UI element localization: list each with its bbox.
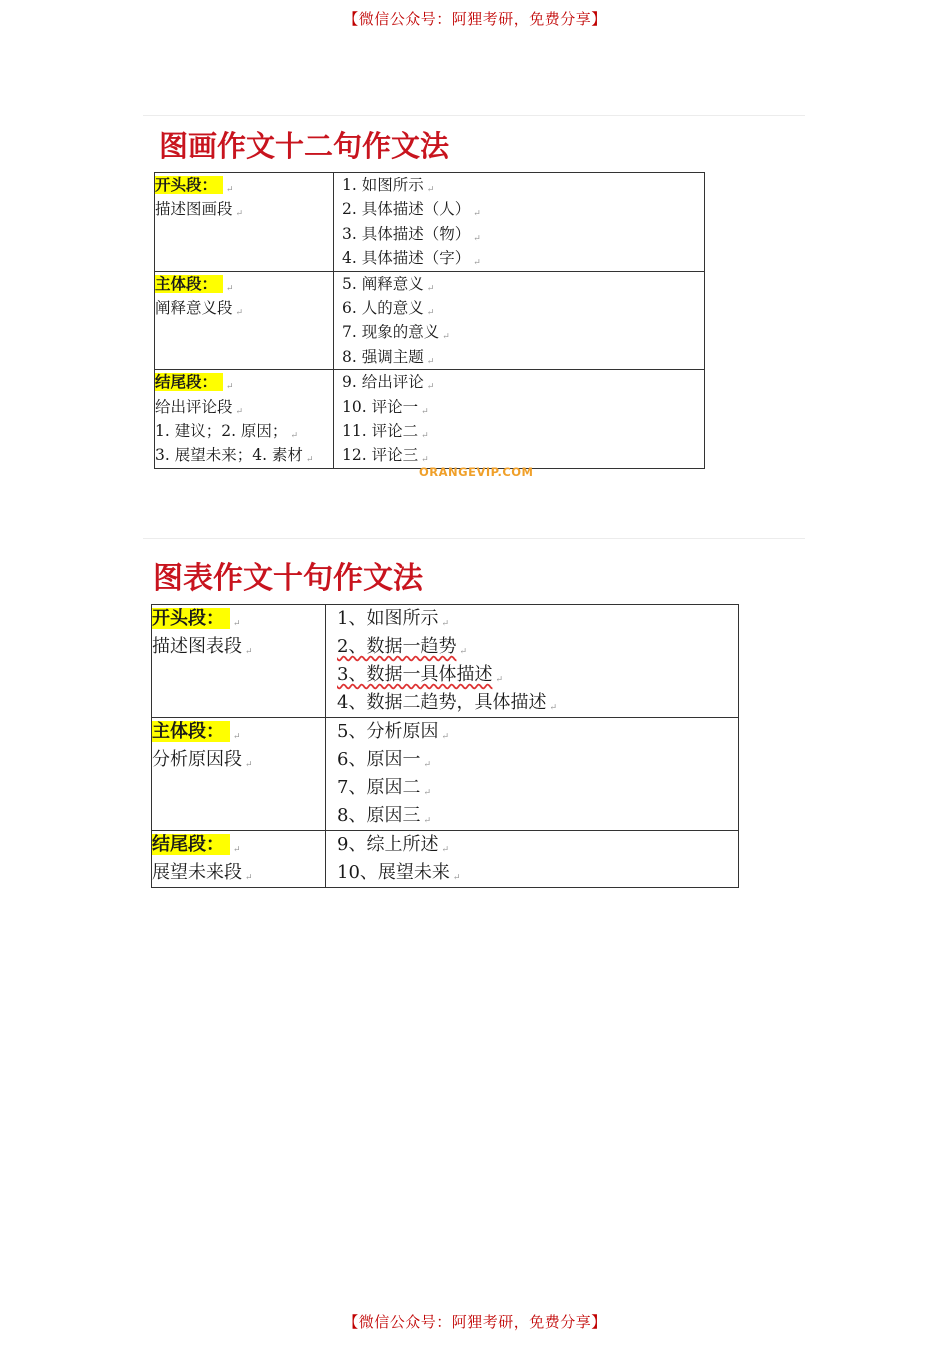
section1-table <box>154 172 705 469</box>
list-item: 3. 具体描述（物） <box>342 224 471 243</box>
row-right-cell: 9、综上所述 ↵ 10、展望未来 ↵ <box>326 831 739 888</box>
list-item: 2、数据一趋势 <box>337 636 457 657</box>
list-item: 9. 给出评论 <box>342 373 424 392</box>
row-description: 展望未来段 <box>152 862 242 883</box>
orangevip-logo: ORANGEVIP.COM <box>419 465 534 479</box>
row-right-cell: 5、分析原因 ↵ 6、原因一 ↵ 7、原因二 ↵ 8、原因三 ↵ <box>326 718 739 831</box>
row-description: 3. 展望未来；4. 素材 <box>155 446 303 465</box>
list-item: 6. 人的意义 <box>342 298 424 317</box>
section2-table <box>151 604 739 888</box>
row-right-cell: 1、如图所示 ↵ 2、数据一趋势 ↵ 3、数据一具体描述 ↵ 4、数据二趋势，具体描述 ↵ <box>326 605 739 718</box>
table-row <box>152 718 739 831</box>
list-item: 10. 评论一 <box>342 397 419 416</box>
row-right-cell: 1. 如图所示 ↵ 2. 具体描述（人） ↵ 3. 具体描述（物） ↵ 4. 具体描述（字） ↵ <box>334 173 705 272</box>
list-item: 6、原因一 <box>337 749 421 770</box>
list-item: 7. 现象的意义 <box>342 323 440 342</box>
row-left-cell: 主体段： ↵ 阐释意义段 ↵ <box>155 271 334 370</box>
list-item: 8. 强调主题 <box>342 347 424 366</box>
row-heading: 主体段： <box>155 275 223 293</box>
row-heading: 主体段： <box>152 721 230 742</box>
watermark-top: 【微信公众号：阿狸考研，免费分享】 <box>343 10 607 28</box>
row-left-cell: 主体段： ↵ 分析原因段 ↵ <box>152 718 326 831</box>
row-left-cell: 结尾段： ↵ 给出评论段 ↵ 1. 建议；2. 原因； ↵ 3. 展望未来；4. 素材 ↵ <box>155 370 334 469</box>
row-left-cell: 开头段： ↵ 描述图表段 ↵ <box>152 605 326 718</box>
row-heading: 开头段： <box>155 176 223 194</box>
row-right-cell: 5. 阐释意义 ↵ 6. 人的意义 ↵ 7. 现象的意义 ↵ 8. 强调主题 ↵ <box>334 271 705 370</box>
row-description: 给出评论段 <box>155 397 233 416</box>
section2-panel <box>143 538 805 889</box>
list-item: 2. 具体描述（人） <box>342 200 471 219</box>
row-description: 分析原因段 <box>152 749 242 770</box>
table-row <box>152 831 739 888</box>
row-left-cell: 结尾段： ↵ 展望未来段 ↵ <box>152 831 326 888</box>
section1-title: 图画作文十二句作文法 <box>159 129 450 163</box>
row-heading: 结尾段： <box>155 373 223 391</box>
table-row <box>155 271 705 370</box>
row-description: 阐释意义段 <box>155 298 233 317</box>
section1-panel <box>143 115 805 488</box>
list-item: 3、数据一具体描述 <box>337 664 493 685</box>
watermark-bottom: 【微信公众号：阿狸考研，免费分享】 <box>343 1313 607 1331</box>
list-item: 5. 阐释意义 <box>342 274 424 293</box>
list-item: 10、展望未来 <box>337 862 450 883</box>
list-item: 4、数据二趋势，具体描述 <box>337 692 547 713</box>
row-right-cell: 9. 给出评论 ↵ 10. 评论一 ↵ 11. 评论二 ↵ 12. 评论三 ↵ <box>334 370 705 469</box>
list-item: 1、如图所示 <box>337 608 439 629</box>
table-row <box>155 370 705 469</box>
table-row <box>155 173 705 272</box>
row-left-cell: 开头段： ↵ 描述图画段 ↵ <box>155 173 334 272</box>
row-heading: 结尾段： <box>152 834 230 855</box>
row-heading: 开头段： <box>152 608 230 629</box>
list-item: 5、分析原因 <box>337 721 439 742</box>
list-item: 11. 评论二 <box>342 421 419 440</box>
list-item: 4. 具体描述（字） <box>342 249 471 268</box>
row-description: 1. 建议；2. 原因； <box>155 421 288 440</box>
row-description: 描述图画段 <box>155 200 233 219</box>
row-description: 描述图表段 <box>152 636 242 657</box>
list-item: 9、综上所述 <box>337 834 439 855</box>
list-item: 1. 如图所示 <box>342 176 424 194</box>
list-item: 8、原因三 <box>337 805 421 826</box>
list-item: 7、原因二 <box>337 777 421 798</box>
table-row <box>152 605 739 718</box>
list-item: 12. 评论三 <box>342 446 419 465</box>
section2-title: 图表作文十句作文法 <box>153 561 423 596</box>
